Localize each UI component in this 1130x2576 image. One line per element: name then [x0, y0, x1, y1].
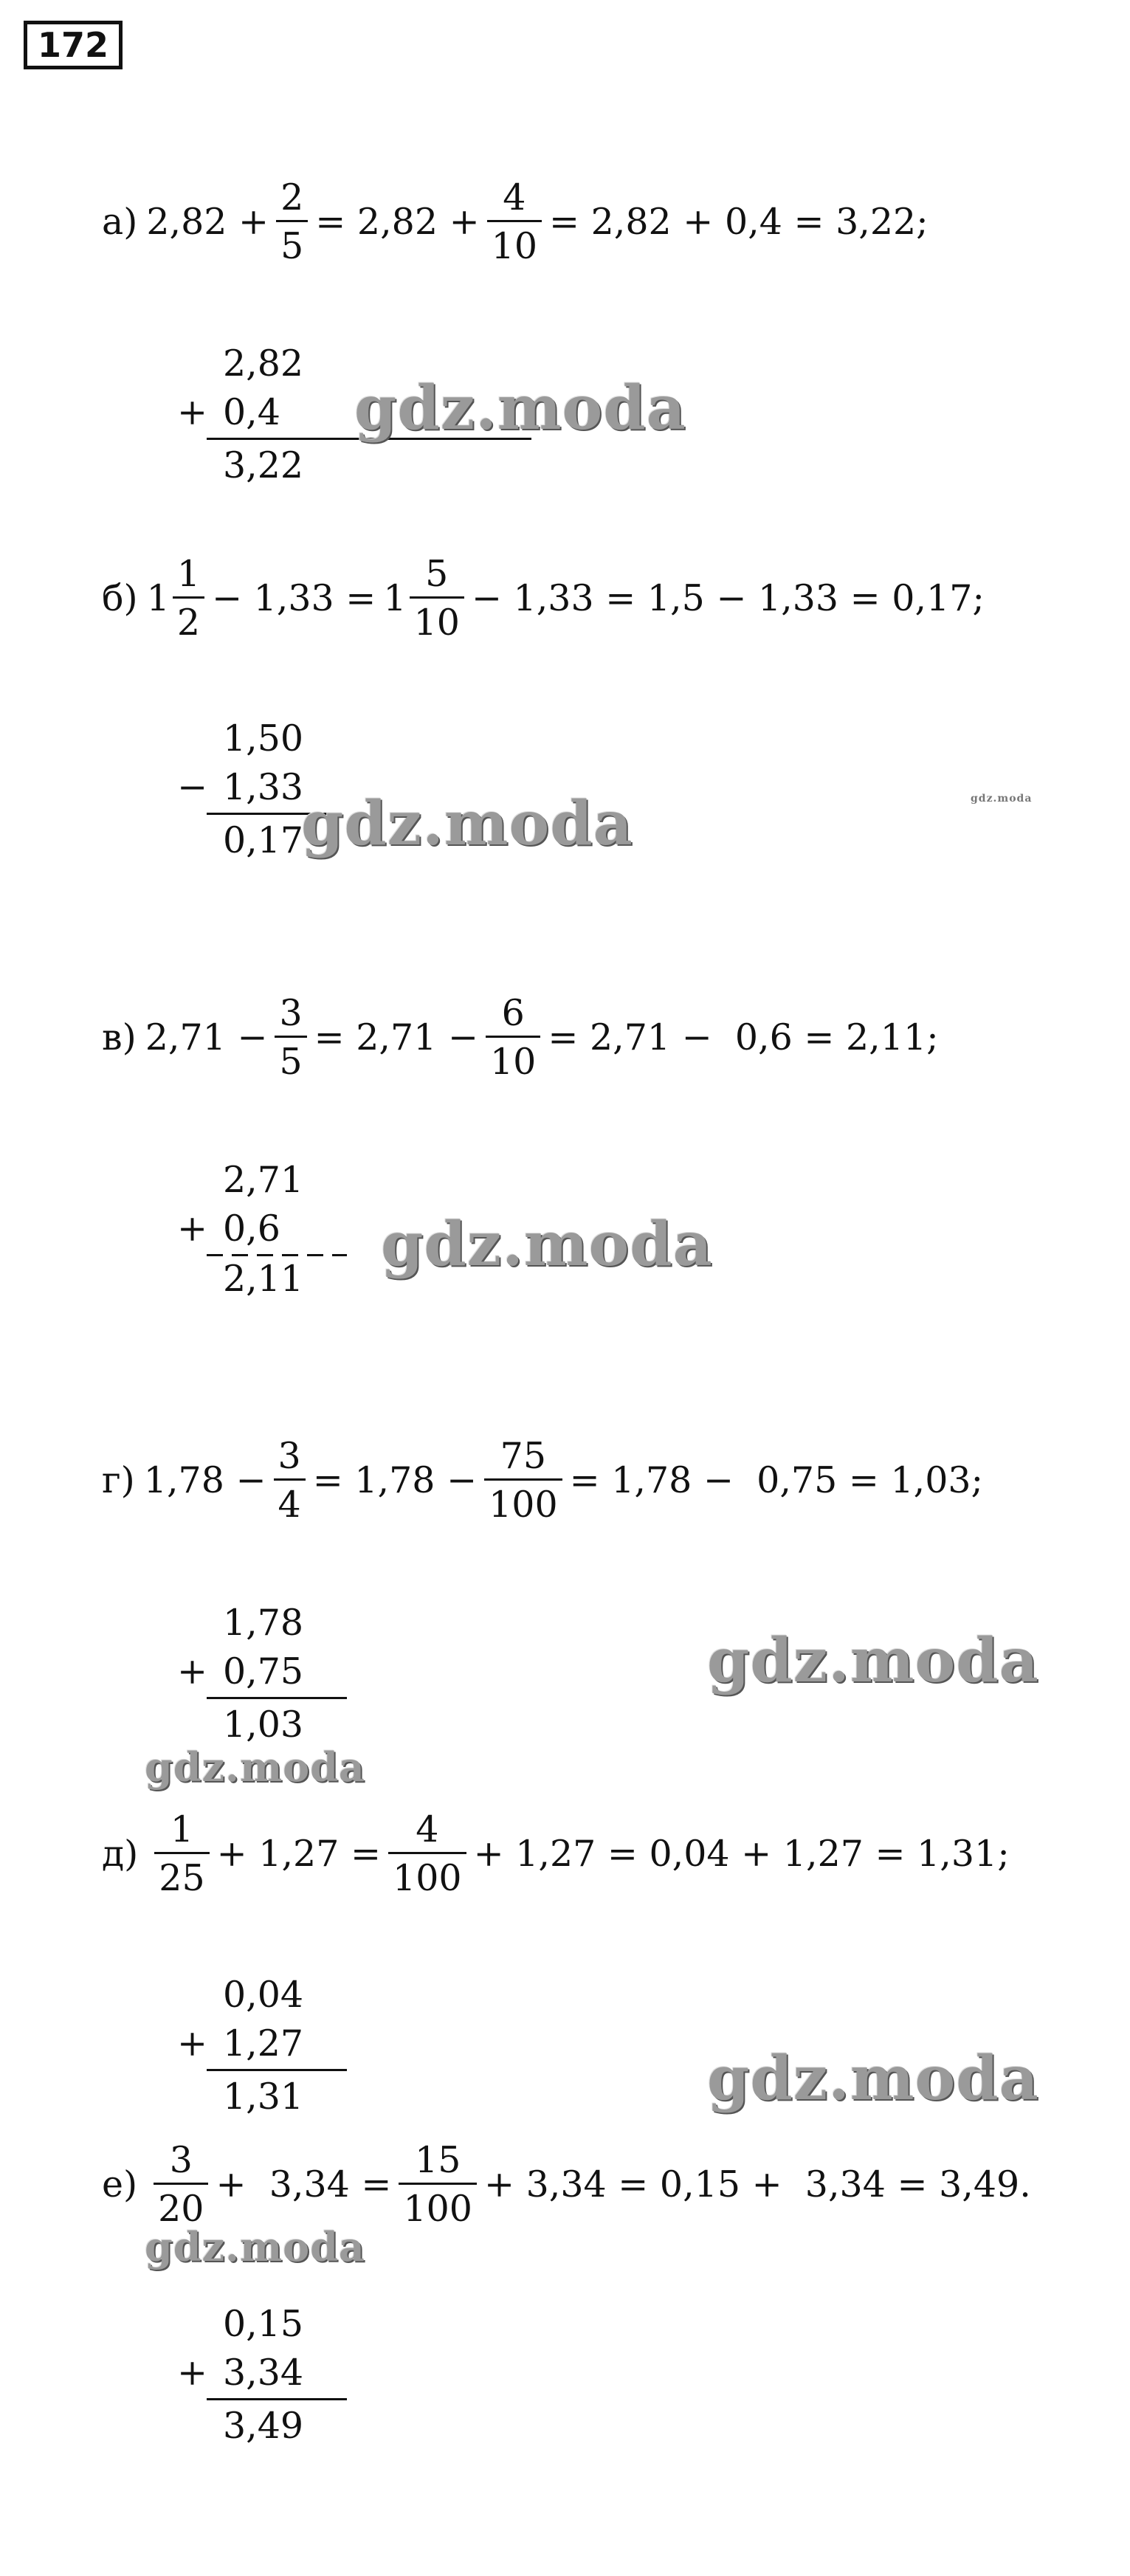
watermark: gdz.moda: [301, 788, 633, 859]
equation-d: [102, 1417, 983, 1543]
denominator: 100: [399, 2183, 477, 2227]
operand-1: 0,04: [223, 1974, 304, 2016]
numerator: 5: [425, 552, 449, 595]
mixed-number: [383, 552, 472, 644]
operator: +: [177, 2352, 208, 2394]
fraction: [275, 991, 306, 1083]
denominator: 4: [274, 1478, 306, 1523]
watermark: gdz.moda: [381, 1209, 713, 1280]
operand-2: 0,6: [223, 1208, 280, 1250]
fraction: [487, 176, 542, 267]
mixed-number: [146, 552, 212, 644]
equation-text: 2,71 −: [145, 1016, 268, 1058]
item-label: а): [102, 200, 138, 243]
operator: +: [177, 1650, 208, 1692]
fraction: [154, 2138, 208, 2230]
operand-2: 1,33: [223, 766, 304, 808]
fraction: [274, 1434, 306, 1526]
equation-text: + 1,27 =: [216, 1832, 382, 1875]
equation-a: [102, 159, 929, 284]
equation-text: = 2,82 +: [315, 200, 480, 243]
watermark: gdz.moda: [707, 1625, 1039, 1696]
operand-1: 0,15: [223, 2303, 304, 2345]
watermark: gdz.moda: [145, 2223, 365, 2270]
result: 0,17: [223, 819, 304, 861]
denominator: 5: [276, 220, 308, 264]
denominator: 25: [154, 1852, 209, 1896]
watermark: gdz.moda: [145, 1743, 365, 1791]
numerator: 3: [278, 1434, 301, 1477]
result: 3,49: [223, 2405, 304, 2447]
fraction: [486, 991, 540, 1083]
equation-text: + 1,27 = 0,04 + 1,27 = 1,31;: [473, 1832, 1010, 1875]
fraction: [484, 1434, 562, 1526]
item-label: в): [102, 1016, 137, 1058]
numerator: 75: [500, 1434, 547, 1477]
equation-text: + 3,34 =: [216, 2163, 392, 2205]
numerator: 1: [176, 552, 200, 595]
denominator: 20: [154, 2183, 208, 2227]
item-label: г): [102, 1459, 135, 1501]
whole-part: 1: [146, 576, 170, 619]
result: 1,03: [223, 1704, 304, 1746]
equation-b: [102, 535, 985, 661]
item-label: б): [102, 576, 138, 619]
operator: +: [177, 391, 208, 433]
equation-text: 1,78 −: [143, 1459, 266, 1501]
numerator: 15: [415, 2138, 461, 2181]
fraction: [276, 176, 308, 267]
item-label: е): [102, 2163, 138, 2205]
equation-text: 2,82 +: [146, 200, 269, 243]
equation-text: = 1,78 −: [312, 1459, 478, 1501]
watermark: gdz.moda: [707, 2043, 1039, 2114]
numerator: 4: [503, 176, 526, 218]
equation-c: [102, 974, 939, 1100]
denominator: 2: [173, 596, 204, 641]
operand-1: 1,78: [223, 1602, 304, 1644]
whole-part: 1: [383, 576, 407, 619]
equation-e: [102, 1791, 1010, 1916]
equation-text: = 2,71 −: [314, 1016, 478, 1058]
equation-text: − 1,33 =: [212, 576, 376, 619]
denominator: 5: [275, 1036, 306, 1080]
equation-text: = 2,82 + 0,4 = 3,22;: [549, 200, 929, 243]
sum-line: [207, 1697, 347, 1699]
operator: +: [177, 2022, 208, 2064]
operand-1: 2,71: [223, 1159, 304, 1201]
operand-1: 1,50: [223, 717, 304, 760]
fraction: [399, 2138, 477, 2230]
sum-line: [207, 2398, 347, 2400]
denominator: 10: [486, 1036, 540, 1080]
denominator: 10: [410, 596, 464, 641]
denominator: 100: [484, 1478, 562, 1523]
numerator: 3: [169, 2138, 193, 2181]
item-label: д): [102, 1832, 139, 1875]
problem-number: 172: [24, 21, 123, 69]
sum-line: [207, 2069, 347, 2071]
result: 2,11: [223, 1258, 304, 1300]
denominator: 10: [487, 220, 542, 264]
fraction: [410, 552, 464, 644]
operand-2: 3,34: [223, 2352, 304, 2394]
result: 1,31: [223, 2076, 304, 2118]
fraction: [173, 552, 204, 644]
operand-2: 0,4: [223, 391, 280, 433]
numerator: 2: [280, 176, 304, 218]
fraction: [154, 1808, 209, 1899]
result: 3,22: [223, 444, 304, 486]
operand-2: 1,27: [223, 2022, 304, 2064]
equation-text: = 1,78 − 0,75 = 1,03;: [569, 1459, 984, 1501]
numerator: 4: [416, 1808, 439, 1850]
numerator: 3: [279, 991, 303, 1034]
fraction: [388, 1808, 466, 1899]
denominator: 100: [388, 1852, 466, 1896]
operand-2: 0,75: [223, 1650, 304, 1692]
operator: −: [177, 766, 208, 808]
numerator: 1: [170, 1808, 194, 1850]
numerator: 6: [501, 991, 525, 1034]
operand-1: 2,82: [223, 342, 304, 385]
equation-text: + 3,34 = 0,15 + 3,34 = 3,49.: [483, 2163, 1031, 2205]
equation-text: = 2,71 − 0,6 = 2,11;: [548, 1016, 939, 1058]
watermark: gdz.moda: [354, 373, 686, 444]
watermark-small: gdz.moda: [971, 793, 1033, 805]
equation-text: − 1,33 = 1,5 − 1,33 = 0,17;: [471, 576, 985, 619]
operator: +: [177, 1208, 208, 1250]
